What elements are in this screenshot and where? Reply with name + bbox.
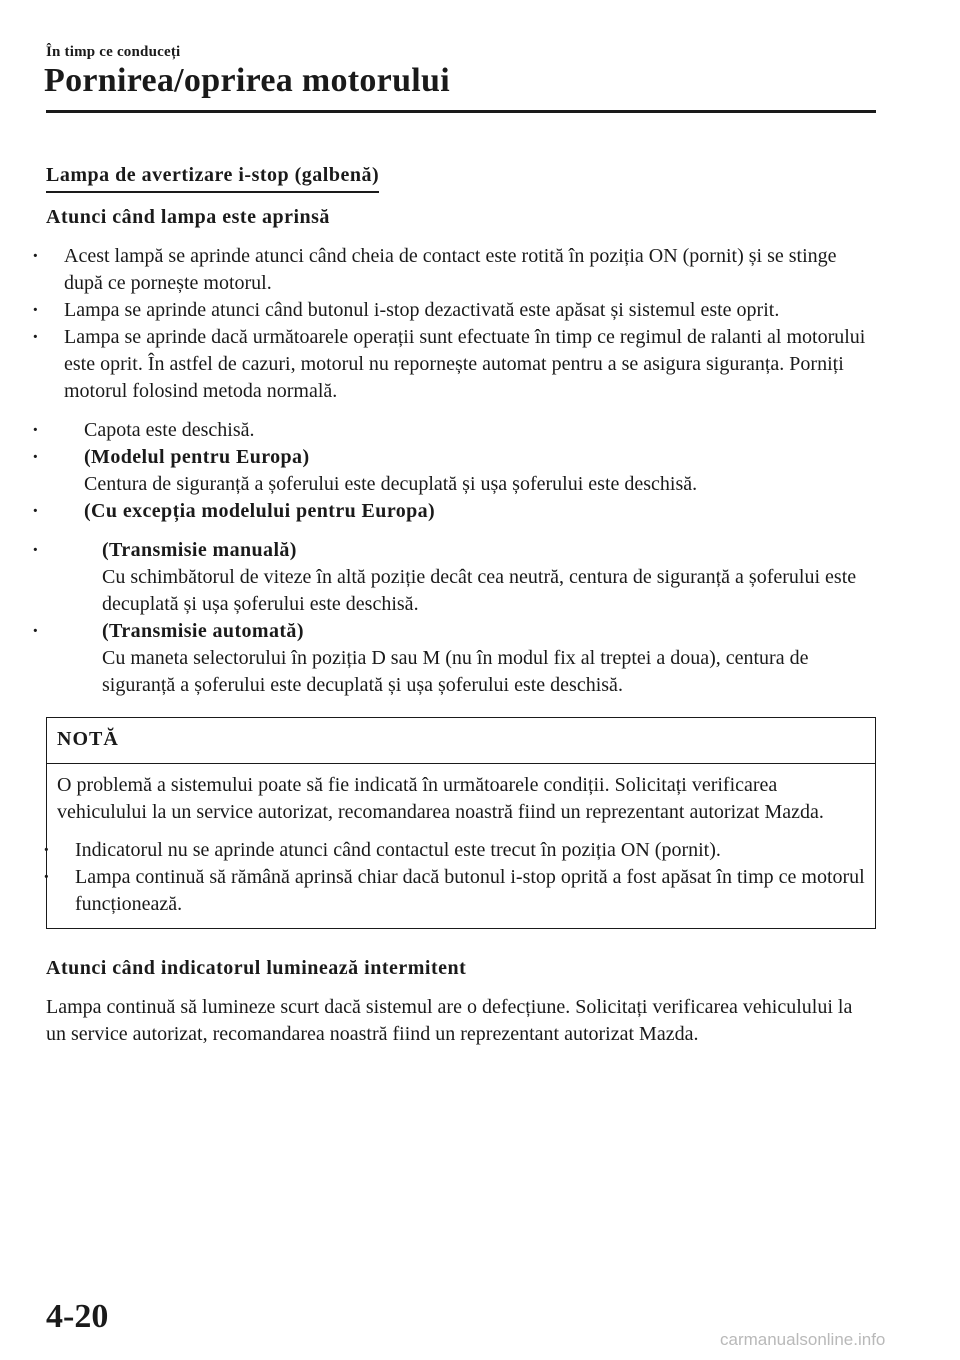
list-item: · Lampa se aprinde dacă următoarele operații sunt efectuate în timp ce regimul de ralanti al motorului este oprit. În astfel de cazuri, motorul nu repornește automat pentru a se asigura siguranța. Porniți motorul folosind metoda normală. xyxy=(46,324,876,405)
chapter-title: Pornirea/oprirea motorului xyxy=(44,62,450,99)
note-content xyxy=(47,764,875,928)
automatic-transmission-text: Cu maneta selectorului în poziția D sau M (nu în modul fix al treptei a doua), centura de siguranță a șoferului este decuplată și ușa șoferului este deschisă. xyxy=(102,647,809,696)
automatic-transmission-label: · (Transmisie automată) xyxy=(102,620,304,642)
list-item xyxy=(46,537,876,618)
title-divider xyxy=(46,110,876,113)
page-body xyxy=(46,162,876,1048)
flashing-text: Lampa continuă să lumineze scurt dacă sistemul are o defecțiune. Solicitați verificarea vehiculului la un service autorizat, recomandarea noastră fiind un reprezentant autorizat Mazda. xyxy=(46,996,853,1045)
note-list xyxy=(57,837,865,918)
note-label: NOTĂ xyxy=(47,718,875,764)
list-item: · Lampa continuă să rămână aprinsă chiar dacă butonul i-stop oprită a fost apăsat în timp ce motorul funcționează. xyxy=(57,864,865,918)
section-heading xyxy=(46,162,876,193)
europe-model-text: Centura de siguranță a șoferului este decuplată și ușa șoferului este deschisă. xyxy=(84,473,698,495)
lamp-on-subheading: Atunci când lampa este aprinsă xyxy=(46,206,330,228)
page-number: 4-20 xyxy=(46,1298,109,1335)
warning-lamp-heading: Lampa de avertizare i-stop (galbenă) xyxy=(46,162,379,193)
list-item: · Indicatorul nu se aprinde atunci când contactul este trecut în poziția ON (pornit). xyxy=(57,837,865,864)
lamp-on-list xyxy=(46,243,876,699)
manual-transmission-text: Cu schimbătorul de viteze în altă poziție decât cea neutră, centura de siguranță a șoferului este decuplată și ușa șoferului este deschisă. xyxy=(102,566,857,615)
list-item: · Acest lampă se aprinde atunci când cheia de contact este rotită în poziția ON (pornit) și se stinge după ce pornește motorul. xyxy=(46,243,876,297)
list-item xyxy=(46,618,876,699)
conditions-list xyxy=(46,417,876,699)
manual-transmission-label: · (Transmisie manuală) xyxy=(102,539,297,561)
watermark: carmanualsonline.info xyxy=(720,1330,886,1349)
transmission-list xyxy=(46,537,876,699)
flashing-heading: Atunci când indicatorul luminează intermitent xyxy=(46,957,467,979)
non-europe-model-label: · (Cu excepția modelului pentru Europa) xyxy=(46,498,876,525)
list-item xyxy=(46,444,876,498)
note-intro: O problemă a sistemului poate să fie indicată în următoarele condiții. Solicitați verificarea vehiculului la un service autorizat, recomandarea noastră fiind un reprezentant autorizat Mazda. xyxy=(57,774,824,823)
europe-model-label: · (Modelul pentru Europa) xyxy=(84,446,310,468)
note-box xyxy=(46,717,876,929)
list-item: · Capota este deschisă. xyxy=(46,417,876,444)
section-kicker: În timp ce conduceți xyxy=(46,44,181,60)
list-item: · Lampa se aprinde atunci când butonul i-stop dezactivată este apăsat și sistemul este oprit. xyxy=(46,297,876,324)
